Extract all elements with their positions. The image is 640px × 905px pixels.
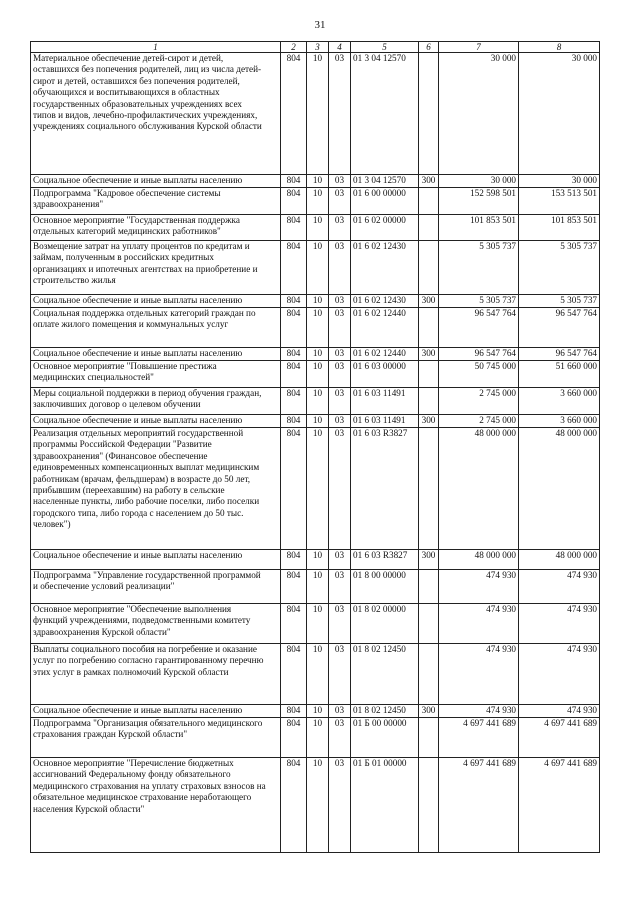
expense-name-cell	[31, 241, 281, 295]
column-header: 3	[307, 42, 329, 53]
target-article-cell: 01 8 02 00000	[351, 604, 419, 644]
section-code-cell: 10	[307, 188, 329, 215]
column-header: 5	[351, 42, 419, 53]
expense-type-cell	[419, 308, 439, 348]
subsection-code-cell: 03	[329, 175, 351, 188]
target-article-cell: 01 6 03 R3827	[351, 550, 419, 570]
ministry-code-cell: 804	[281, 428, 307, 550]
expense-name-cell	[31, 361, 281, 388]
expense-name-cell	[31, 604, 281, 644]
subsection-code-cell: 03	[329, 705, 351, 718]
table-row	[31, 348, 600, 361]
subsection-code-cell: 03	[329, 295, 351, 308]
expense-name-line: обучающихся и воспитывающихся в областных	[33, 87, 220, 98]
section-code-cell: 10	[307, 241, 329, 295]
expense-type-cell	[419, 215, 439, 241]
target-article-cell: 01 6 02 12430	[351, 241, 419, 295]
expense-name-line: Социальное обеспечение и иные выплаты населению	[33, 415, 243, 425]
amount-year2-cell: 153 513 501	[519, 188, 600, 215]
section-code-cell: 10	[307, 705, 329, 718]
amount-year2-cell: 474 930	[519, 705, 600, 718]
expense-name-line: Социальная поддержка отдельных категорий граждан по	[33, 308, 256, 318]
expense-name-line: здравоохранения" (Финансовое обеспечение	[33, 450, 208, 461]
expense-name-cell	[31, 388, 281, 415]
subsection-code-cell: 03	[329, 758, 351, 853]
amount-year2-cell: 30 000	[519, 53, 600, 175]
expense-type-cell	[419, 361, 439, 388]
expense-name-line: обязательное медицинское страхование неработающего	[33, 792, 252, 803]
table-header-row	[31, 42, 600, 53]
expense-name-line: Подпрограмма "Кадровое обеспечение системы	[33, 188, 221, 198]
expense-name-line: типов и видов, лечебно-профилактических учреждениях,	[33, 110, 258, 121]
ministry-code-cell: 804	[281, 308, 307, 348]
table-row	[31, 295, 600, 308]
column-header: 2	[281, 42, 307, 53]
expense-name-line: ассигнований Федеральному фонду обязательного	[33, 769, 231, 780]
expense-name-line: Выплаты социального пособия на погребение и оказание	[33, 644, 257, 654]
amount-year1-cell: 474 930	[439, 644, 519, 705]
amount-year1-cell: 30 000	[439, 175, 519, 188]
table-row	[31, 758, 600, 853]
table-row	[31, 644, 600, 705]
subsection-code-cell: 03	[329, 215, 351, 241]
expense-name-line: городского типа, либо города с населением до 50 тыс.	[33, 507, 244, 518]
target-article-cell: 01 8 02 12450	[351, 705, 419, 718]
expense-type-cell	[419, 388, 439, 415]
expense-name-cell	[31, 295, 281, 308]
expense-name-line: и обеспечение условий реализации"	[33, 581, 175, 592]
expense-name-line: населения Курской области"	[33, 803, 145, 814]
amount-year1-cell: 30 000	[439, 53, 519, 175]
subsection-code-cell: 03	[329, 415, 351, 428]
amount-year2-cell: 4 697 441 689	[519, 758, 600, 853]
amount-year1-cell: 152 598 501	[439, 188, 519, 215]
ministry-code-cell: 804	[281, 175, 307, 188]
expense-name-line: отдельных категорий медицинских работников"	[33, 226, 221, 237]
expense-name-line: населенные пункты, либо рабочие поселки, либо поселки	[33, 496, 260, 507]
expense-name-cell	[31, 644, 281, 705]
expense-name-line: медицинских специальностей"	[33, 372, 154, 383]
expense-name-cell	[31, 53, 281, 175]
expense-name-line: организациях и ипотечных агентствах на приобретение и	[33, 263, 258, 274]
expense-name-cell	[31, 758, 281, 853]
section-code-cell: 10	[307, 175, 329, 188]
expense-name-line: единовременных компенсационных выплат медицинским	[33, 462, 260, 473]
expense-type-cell: 300	[419, 705, 439, 718]
column-header: 1	[31, 42, 281, 53]
expense-type-cell: 300	[419, 295, 439, 308]
expense-name-line: Реализация отдельных мероприятий государственной	[33, 428, 244, 438]
ministry-code-cell: 804	[281, 718, 307, 758]
ministry-code-cell: 804	[281, 188, 307, 215]
expense-name-cell	[31, 718, 281, 758]
expense-name-line: медицинского страхования на уплату страховых взносов на	[33, 780, 266, 791]
table-row	[31, 53, 600, 175]
ministry-code-cell: 804	[281, 241, 307, 295]
subsection-code-cell: 03	[329, 188, 351, 215]
expense-name-line: Меры социальной поддержки в период обучения граждан,	[33, 388, 262, 398]
section-code-cell: 10	[307, 295, 329, 308]
ministry-code-cell: 804	[281, 758, 307, 853]
amount-year1-cell: 48 000 000	[439, 550, 519, 570]
expense-name-line: услуг по погребению согласно гарантированному перечню	[33, 655, 264, 666]
target-article-cell: 01 6 02 12440	[351, 308, 419, 348]
amount-year2-cell: 474 930	[519, 644, 600, 705]
target-article-cell: 01 6 03 R3827	[351, 428, 419, 550]
amount-year2-cell: 474 930	[519, 604, 600, 644]
expense-name-line: Социальное обеспечение и иные выплаты населению	[33, 348, 243, 358]
expense-name-line: страхования граждан Курской области"	[33, 729, 188, 740]
expense-name-line: Основное мероприятие "Государственная поддержка	[33, 215, 240, 225]
table-row	[31, 718, 600, 758]
target-article-cell: 01 8 02 12450	[351, 644, 419, 705]
expense-type-cell	[419, 428, 439, 550]
subsection-code-cell: 03	[329, 388, 351, 415]
expense-name-line: Подпрограмма "Управление государственной программой	[33, 570, 261, 580]
section-code-cell: 10	[307, 550, 329, 570]
expense-name-line: Основное мероприятие "Повышение престижа	[33, 361, 217, 371]
amount-year2-cell: 48 000 000	[519, 550, 600, 570]
ministry-code-cell: 804	[281, 644, 307, 705]
amount-year2-cell: 51 660 000	[519, 361, 600, 388]
table-row	[31, 388, 600, 415]
expense-name-line: государственных образовательных учреждениях всех	[33, 98, 243, 109]
subsection-code-cell: 03	[329, 604, 351, 644]
amount-year1-cell: 474 930	[439, 705, 519, 718]
target-article-cell: 01 6 03 11491	[351, 415, 419, 428]
expense-type-cell: 300	[419, 550, 439, 570]
expense-type-cell	[419, 188, 439, 215]
ministry-code-cell: 804	[281, 550, 307, 570]
amount-year1-cell: 50 745 000	[439, 361, 519, 388]
amount-year2-cell: 48 000 000	[519, 428, 600, 550]
expense-name-line: строительство жилья	[33, 275, 116, 286]
section-code-cell: 10	[307, 428, 329, 550]
table-row	[31, 175, 600, 188]
amount-year1-cell: 5 305 737	[439, 241, 519, 295]
amount-year2-cell: 96 547 764	[519, 348, 600, 361]
expense-name-cell	[31, 550, 281, 570]
table-row	[31, 215, 600, 241]
subsection-code-cell: 03	[329, 348, 351, 361]
column-header: 4	[329, 42, 351, 53]
section-code-cell: 10	[307, 718, 329, 758]
section-code-cell: 10	[307, 348, 329, 361]
expense-type-cell	[419, 644, 439, 705]
expense-name-line: этих услуг в рамках полномочий Курской области	[33, 666, 229, 677]
ministry-code-cell: 804	[281, 415, 307, 428]
target-article-cell: 01 6 03 11491	[351, 388, 419, 415]
expense-name-line: Социальное обеспечение и иные выплаты населению	[33, 295, 243, 305]
section-code-cell: 10	[307, 215, 329, 241]
expense-name-line: программы Российской Федерации "Развитие	[33, 439, 212, 450]
expense-name-line: Материальное обеспечение детей-сирот и детей,	[33, 53, 224, 63]
column-header: 8	[519, 42, 600, 53]
expense-name-cell	[31, 348, 281, 361]
amount-year2-cell: 3 660 000	[519, 388, 600, 415]
expense-type-cell	[419, 718, 439, 758]
table-row	[31, 570, 600, 604]
amount-year2-cell: 96 547 764	[519, 308, 600, 348]
subsection-code-cell: 03	[329, 718, 351, 758]
section-code-cell: 10	[307, 570, 329, 604]
section-code-cell: 10	[307, 361, 329, 388]
expense-type-cell	[419, 570, 439, 604]
expense-name-line: заключивших договор о целевом обучении	[33, 399, 201, 410]
expense-name-cell	[31, 705, 281, 718]
expense-name-line: здравоохранения"	[33, 199, 104, 210]
expense-name-line: функций учреждениями, подведомственными комитету	[33, 615, 251, 626]
expense-type-cell	[419, 758, 439, 853]
amount-year2-cell: 474 930	[519, 570, 600, 604]
expense-name-cell	[31, 428, 281, 550]
amount-year2-cell: 5 305 737	[519, 241, 600, 295]
table-row	[31, 705, 600, 718]
ministry-code-cell: 804	[281, 570, 307, 604]
amount-year1-cell: 4 697 441 689	[439, 718, 519, 758]
amount-year1-cell: 474 930	[439, 570, 519, 604]
table-row	[31, 361, 600, 388]
expense-name-cell	[31, 215, 281, 241]
expense-name-line: Социальное обеспечение и иные выплаты населению	[33, 175, 243, 185]
amount-year1-cell: 2 745 000	[439, 388, 519, 415]
amount-year2-cell: 5 305 737	[519, 295, 600, 308]
expense-type-cell	[419, 53, 439, 175]
expense-name-line: человек")	[33, 519, 71, 530]
column-header: 7	[439, 42, 519, 53]
subsection-code-cell: 03	[329, 241, 351, 295]
amount-year1-cell: 474 930	[439, 604, 519, 644]
target-article-cell: 01 Б 00 00000	[351, 718, 419, 758]
expense-name-line: Подпрограмма "Организация обязательного медицинского	[33, 718, 263, 728]
target-article-cell: 01 3 04 12570	[351, 53, 419, 175]
subsection-code-cell: 03	[329, 644, 351, 705]
section-code-cell: 10	[307, 415, 329, 428]
section-code-cell: 10	[307, 758, 329, 853]
subsection-code-cell: 03	[329, 570, 351, 604]
subsection-code-cell: 03	[329, 361, 351, 388]
expense-name-cell	[31, 308, 281, 348]
ministry-code-cell: 804	[281, 215, 307, 241]
amount-year2-cell: 4 697 441 689	[519, 718, 600, 758]
subsection-code-cell: 03	[329, 428, 351, 550]
table-row	[31, 604, 600, 644]
expense-name-cell	[31, 570, 281, 604]
target-article-cell: 01 Б 01 00000	[351, 758, 419, 853]
amount-year2-cell: 101 853 501	[519, 215, 600, 241]
expense-name-line: займам, полученным в российских кредитных	[33, 252, 214, 263]
section-code-cell: 10	[307, 53, 329, 175]
target-article-cell: 01 6 02 12440	[351, 348, 419, 361]
target-article-cell: 01 6 03 00000	[351, 361, 419, 388]
budget-table	[30, 41, 600, 853]
expense-name-line: Социальное обеспечение и иные выплаты населению	[33, 705, 243, 715]
table-row	[31, 241, 600, 295]
ministry-code-cell: 804	[281, 53, 307, 175]
amount-year1-cell: 2 745 000	[439, 415, 519, 428]
expense-name-line: Социальное обеспечение и иные выплаты населению	[33, 550, 243, 560]
table-row	[31, 428, 600, 550]
table-row	[31, 415, 600, 428]
expense-type-cell	[419, 604, 439, 644]
section-code-cell: 10	[307, 308, 329, 348]
expense-name-line: оплате жилого помещения и коммунальных услуг	[33, 319, 229, 330]
expense-name-line: Возмещение затрат на уплату процентов по кредитам и	[33, 241, 250, 251]
expense-name-line: Основное мероприятие "Перечисление бюджетных	[33, 758, 234, 768]
amount-year1-cell: 4 697 441 689	[439, 758, 519, 853]
column-header: 6	[419, 42, 439, 53]
amount-year1-cell: 96 547 764	[439, 348, 519, 361]
ministry-code-cell: 804	[281, 361, 307, 388]
expense-name-line: здравоохранения Курской области"	[33, 626, 171, 637]
section-code-cell: 10	[307, 388, 329, 415]
expense-name-line: работникам (врачам, фельдшерам) в возрасте до 50 лет,	[33, 473, 251, 484]
expense-name-cell	[31, 415, 281, 428]
amount-year1-cell: 96 547 764	[439, 308, 519, 348]
section-code-cell: 10	[307, 644, 329, 705]
amount-year2-cell: 30 000	[519, 175, 600, 188]
target-article-cell: 01 3 04 12570	[351, 175, 419, 188]
table-row	[31, 550, 600, 570]
amount-year1-cell: 48 000 000	[439, 428, 519, 550]
expense-name-cell	[31, 175, 281, 188]
amount-year1-cell: 5 305 737	[439, 295, 519, 308]
expense-name-line: прибывшим (переехавшим) на работу в сельские	[33, 485, 225, 496]
expense-name-line: сирот и детей, оставшихся без попечения родителей,	[33, 75, 240, 86]
expense-type-cell	[419, 241, 439, 295]
amount-year2-cell: 3 660 000	[519, 415, 600, 428]
ministry-code-cell: 804	[281, 705, 307, 718]
ministry-code-cell: 804	[281, 348, 307, 361]
table-row	[31, 188, 600, 215]
target-article-cell: 01 8 00 00000	[351, 570, 419, 604]
expense-type-cell: 300	[419, 175, 439, 188]
subsection-code-cell: 03	[329, 550, 351, 570]
expense-name-line: учреждениях социального обслуживания Курской области	[33, 121, 262, 132]
expense-type-cell: 300	[419, 415, 439, 428]
ministry-code-cell: 804	[281, 388, 307, 415]
table-row	[31, 308, 600, 348]
target-article-cell: 01 6 02 12430	[351, 295, 419, 308]
subsection-code-cell: 03	[329, 53, 351, 175]
target-article-cell: 01 6 02 00000	[351, 215, 419, 241]
ministry-code-cell: 804	[281, 604, 307, 644]
amount-year1-cell: 101 853 501	[439, 215, 519, 241]
ministry-code-cell: 804	[281, 295, 307, 308]
expense-name-line: оставшихся без попечения родителей, лиц из числа детей-	[33, 64, 262, 75]
page-number: 31	[314, 19, 326, 31]
section-code-cell: 10	[307, 604, 329, 644]
subsection-code-cell: 03	[329, 308, 351, 348]
target-article-cell: 01 6 00 00000	[351, 188, 419, 215]
expense-name-line: Основное мероприятие "Обеспечение выполнения	[33, 604, 232, 614]
expense-name-cell	[31, 188, 281, 215]
expense-type-cell: 300	[419, 348, 439, 361]
